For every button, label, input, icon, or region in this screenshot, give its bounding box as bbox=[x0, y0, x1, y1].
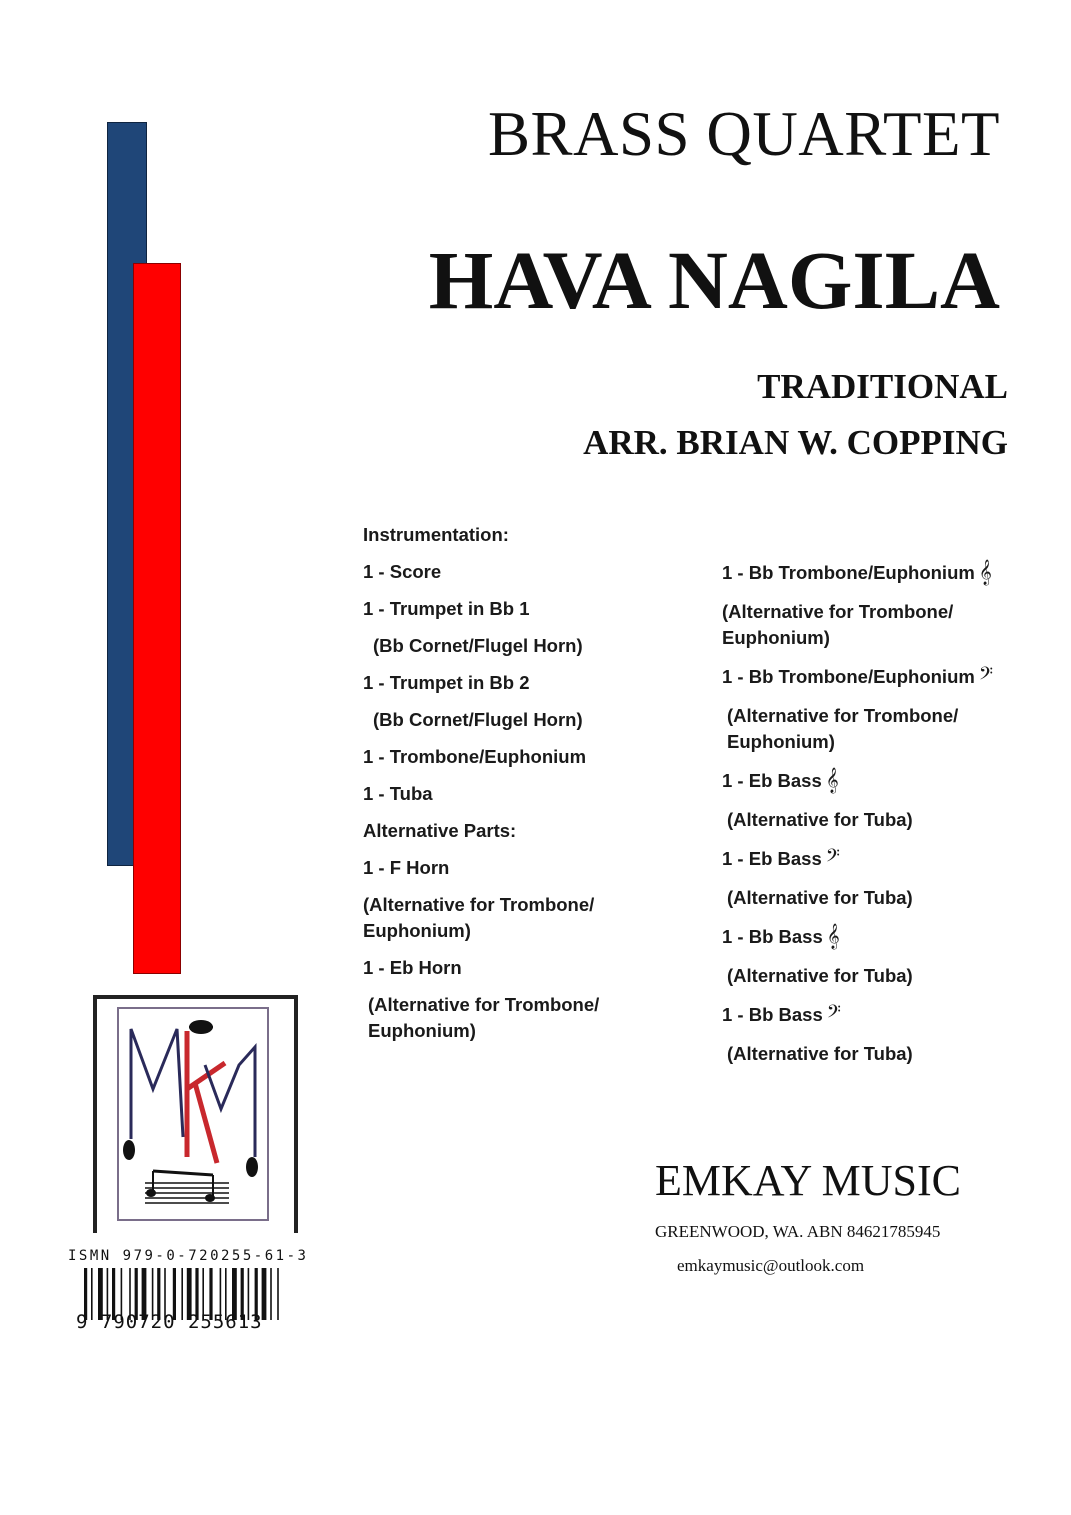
instrument-line bbox=[722, 885, 1042, 911]
instrument-text: 1 - Eb Horn bbox=[363, 957, 462, 978]
instrument-line bbox=[722, 846, 1042, 872]
instrument-line bbox=[722, 703, 1042, 755]
instrumentation-list-right bbox=[722, 560, 1042, 1080]
instrument-text: (Alternative for Trombone/ Euphonium) bbox=[368, 994, 600, 1041]
instrument-text: 1 - F Horn bbox=[363, 857, 450, 878]
treble-clef-icon: 𝄞 bbox=[978, 560, 992, 585]
instrument-line bbox=[722, 963, 1042, 989]
instrument-text: (Alternative for Tuba) bbox=[727, 809, 913, 830]
instrument-text: (Alternative for Trombone/ Euphonium) bbox=[727, 705, 959, 752]
publisher-address: GREENWOOD, WA. ABN 84621785945 bbox=[655, 1222, 941, 1241]
instrument-line bbox=[363, 744, 663, 770]
instrument-line bbox=[363, 892, 663, 944]
treble-clef-icon: 𝄞 bbox=[826, 924, 840, 949]
instrument-line bbox=[363, 633, 663, 659]
piece-title: HAVA NAGILA bbox=[428, 234, 1000, 326]
instrument-line bbox=[363, 522, 663, 548]
bass-clef-icon: 𝄢 bbox=[826, 1002, 841, 1027]
instrument-line bbox=[363, 559, 663, 585]
arranger-credit: ARR. BRIAN W. COPPING bbox=[583, 423, 1008, 462]
bass-clef-icon: 𝄢 bbox=[978, 664, 993, 689]
instrument-line bbox=[722, 560, 1042, 586]
bass-clef-icon: 𝄢 bbox=[825, 846, 840, 871]
instrument-text: (Alternative for Tuba) bbox=[727, 1043, 913, 1064]
instrument-text: 1 - Trombone/Euphonium bbox=[363, 746, 587, 767]
instrument-line bbox=[363, 670, 663, 696]
barcode-bar bbox=[277, 1268, 279, 1320]
instrument-text: (Bb Cornet/Flugel Horn) bbox=[373, 709, 583, 730]
instrument-text: Alternative Parts: bbox=[363, 820, 517, 841]
treble-clef-icon: 𝄞 bbox=[825, 768, 839, 793]
ensemble-subtitle: BRASS QUARTET bbox=[487, 99, 1000, 169]
instrument-text: 1 - Trumpet in Bb 2 bbox=[363, 672, 530, 693]
instrument-text: (Bb Cornet/Flugel Horn) bbox=[373, 635, 583, 656]
instrument-text: 1 - Tuba bbox=[363, 783, 433, 804]
instrument-line bbox=[363, 781, 663, 807]
instrument-line bbox=[722, 807, 1042, 833]
instrument-text: (Alternative for Tuba) bbox=[727, 887, 913, 908]
instrument-line bbox=[363, 596, 663, 622]
barcode-bar bbox=[270, 1268, 272, 1320]
instrument-line bbox=[363, 818, 663, 844]
instrument-line bbox=[722, 768, 1042, 794]
instrument-text: 1 - Bb Bass bbox=[722, 1004, 823, 1025]
instrument-text: (Alternative for Tuba) bbox=[727, 965, 913, 986]
instrument-text: 1 - Trumpet in Bb 1 bbox=[363, 598, 530, 619]
instrument-line bbox=[363, 855, 663, 881]
instrument-text: 1 - Bb Trombone/Euphonium bbox=[722, 666, 975, 687]
emkay-music-logo-icon bbox=[117, 1007, 269, 1221]
instrument-line bbox=[722, 1041, 1042, 1067]
instrument-text: (Alternative for Trombone/ Euphonium) bbox=[722, 601, 954, 648]
composer-credit: TRADITIONAL bbox=[757, 367, 1008, 406]
publisher-name: EMKAY MUSIC bbox=[655, 1156, 962, 1205]
instrument-text: 1 - Bb Trombone/Euphonium bbox=[722, 562, 975, 583]
publisher-email[interactable]: emkaymusic@outlook.com bbox=[677, 1256, 865, 1275]
barcode-digits: 9 790720 255613 bbox=[76, 1311, 263, 1333]
instrument-line bbox=[722, 1002, 1042, 1028]
instrument-text: 1 - Score bbox=[363, 561, 442, 582]
instrument-line bbox=[363, 955, 663, 981]
instrument-text: Instrumentation: bbox=[363, 524, 509, 545]
instrumentation-list-left bbox=[363, 522, 663, 1055]
instrument-line bbox=[363, 707, 663, 733]
instrument-line bbox=[722, 599, 1042, 651]
ismn-number: ISMN 979-0-720255-61-3 bbox=[68, 1248, 309, 1264]
instrument-line bbox=[722, 924, 1042, 950]
red-decorative-bar bbox=[133, 263, 181, 974]
instrument-text: 1 - Eb Bass bbox=[722, 770, 822, 791]
instrument-text: (Alternative for Trombone/ Euphonium) bbox=[363, 894, 595, 941]
instrument-line bbox=[363, 992, 663, 1044]
instrument-line bbox=[722, 664, 1042, 690]
instrument-text: 1 - Eb Bass bbox=[722, 848, 822, 869]
instrument-text: 1 - Bb Bass bbox=[722, 926, 823, 947]
